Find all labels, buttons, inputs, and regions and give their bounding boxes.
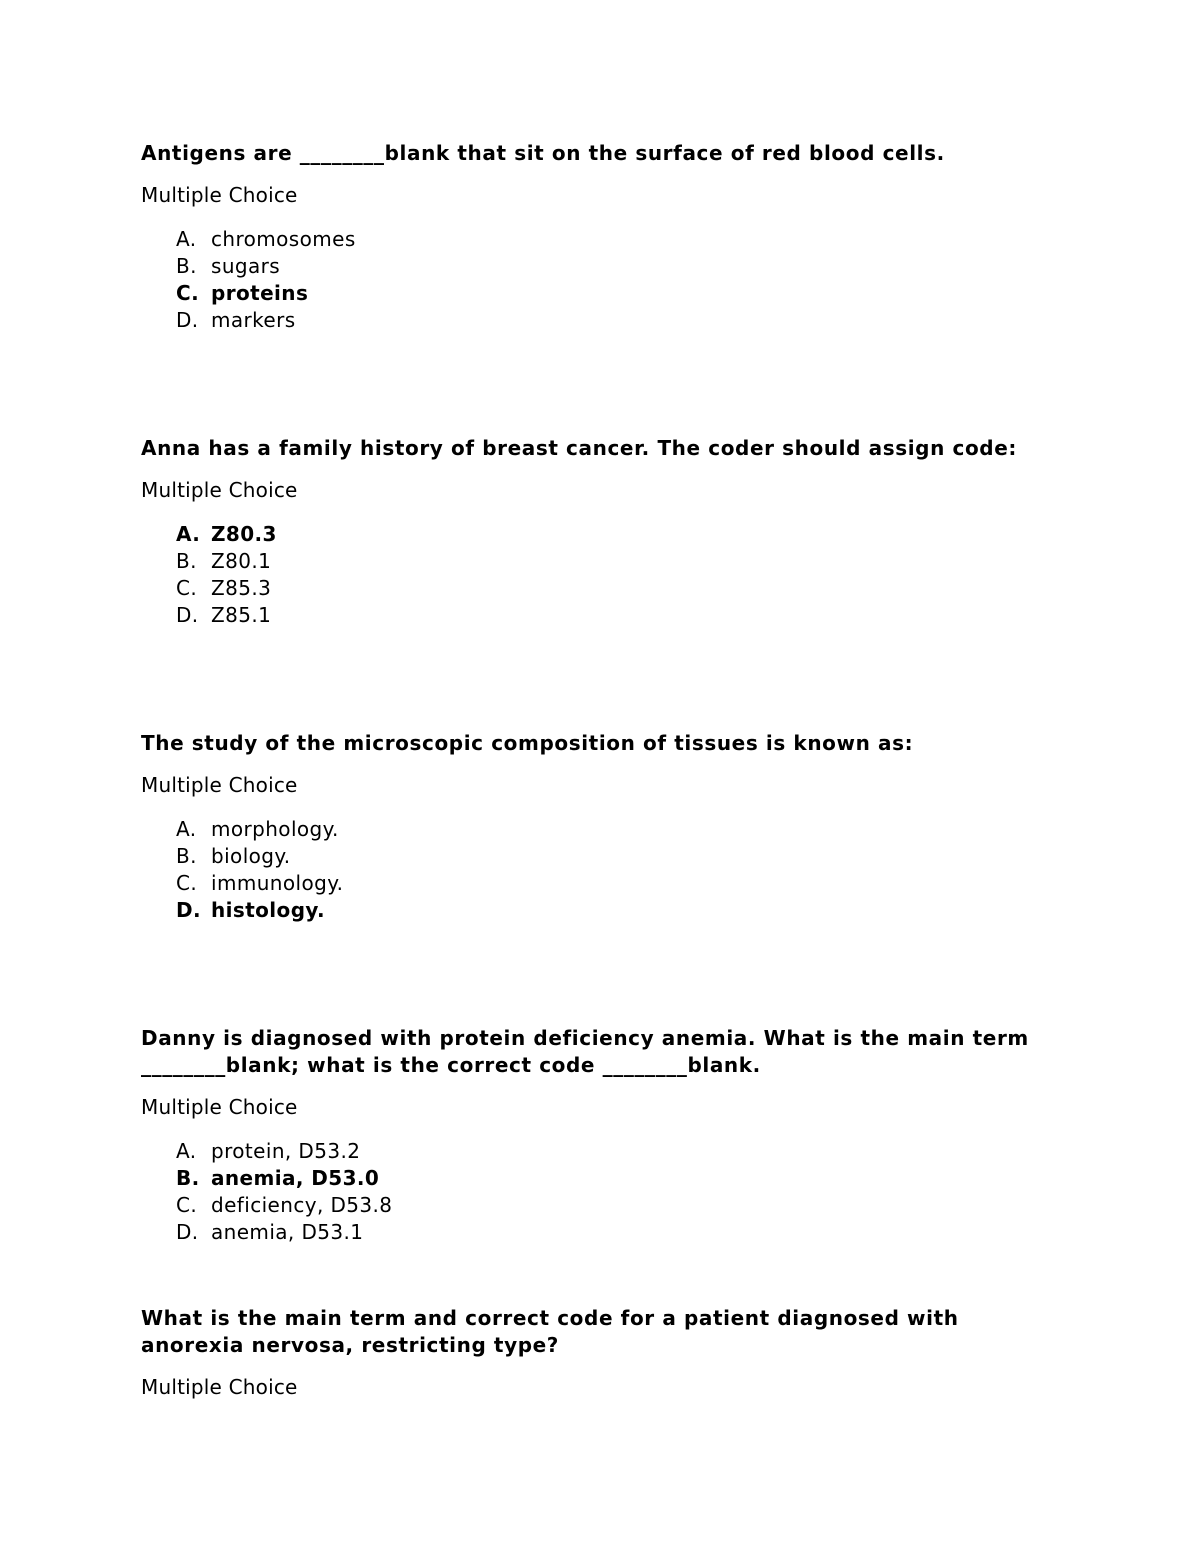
option-letter: D. xyxy=(176,1220,199,1244)
option-letter: B. xyxy=(176,549,197,573)
question-text xyxy=(141,1305,1081,1359)
option-d[interactable] xyxy=(141,1219,1081,1246)
option-b-correct[interactable] xyxy=(141,1165,1081,1192)
question-1 xyxy=(141,140,1081,334)
option-letter: C. xyxy=(176,871,198,895)
question-5 xyxy=(141,1305,1081,1401)
option-letter: A. xyxy=(176,817,197,841)
question-2 xyxy=(141,435,1081,629)
question-type: Multiple Choice xyxy=(141,1095,298,1119)
question-type: Multiple Choice xyxy=(141,773,298,797)
option-a[interactable] xyxy=(141,226,1081,253)
question-line: The study of the microscopic composition of tissues is known as: xyxy=(141,731,914,755)
option-text: sugars xyxy=(211,254,281,278)
option-d-correct[interactable] xyxy=(141,897,1081,924)
option-letter: D. xyxy=(176,898,201,922)
question-4 xyxy=(141,1025,1081,1246)
options-list xyxy=(141,226,1081,334)
option-letter: A. xyxy=(176,227,197,251)
option-text: Z80.3 xyxy=(211,522,277,546)
option-text: markers xyxy=(211,308,296,332)
options-list xyxy=(141,816,1081,924)
option-text: Z80.1 xyxy=(211,549,272,573)
option-text: biology. xyxy=(211,844,291,868)
option-letter: B. xyxy=(176,1166,200,1190)
option-text: Z85.1 xyxy=(211,603,272,627)
option-d[interactable] xyxy=(141,602,1081,629)
option-d[interactable] xyxy=(141,307,1081,334)
option-letter: D. xyxy=(176,308,199,332)
question-line: What is the main term and correct code for a patient diagnosed with xyxy=(141,1306,959,1330)
question-line: ________blank; what is the correct code ________blank. xyxy=(141,1053,761,1077)
option-letter: B. xyxy=(176,844,197,868)
option-a-correct[interactable] xyxy=(141,521,1081,548)
question-text xyxy=(141,730,1081,757)
option-c[interactable] xyxy=(141,575,1081,602)
option-letter: C. xyxy=(176,1193,198,1217)
question-line: Danny is diagnosed with protein deficiency anemia. What is the main term xyxy=(141,1026,1029,1050)
question-3 xyxy=(141,730,1081,924)
option-a[interactable] xyxy=(141,1138,1081,1165)
question-type: Multiple Choice xyxy=(141,478,298,502)
question-text xyxy=(141,1025,1081,1079)
options-list xyxy=(141,521,1081,629)
option-text: anemia, D53.1 xyxy=(211,1220,364,1244)
option-letter: A. xyxy=(176,1139,197,1163)
question-line: anorexia nervosa, restricting type? xyxy=(141,1333,560,1357)
option-text: morphology. xyxy=(211,817,339,841)
option-text: histology. xyxy=(211,898,326,922)
question-type: Multiple Choice xyxy=(141,1375,298,1399)
option-text: protein, D53.2 xyxy=(211,1139,361,1163)
option-letter: B. xyxy=(176,254,197,278)
option-letter: C. xyxy=(176,281,200,305)
option-c-correct[interactable] xyxy=(141,280,1081,307)
question-text xyxy=(141,140,1081,167)
option-c[interactable] xyxy=(141,1192,1081,1219)
option-text: anemia, D53.0 xyxy=(211,1166,380,1190)
option-text: deficiency, D53.8 xyxy=(211,1193,393,1217)
question-line: Antigens are ________blank that sit on the surface of red blood cells. xyxy=(141,141,945,165)
option-letter: A. xyxy=(176,522,201,546)
option-c[interactable] xyxy=(141,870,1081,897)
option-b[interactable] xyxy=(141,843,1081,870)
option-text: chromosomes xyxy=(211,227,356,251)
option-letter: C. xyxy=(176,576,198,600)
options-list xyxy=(141,1138,1081,1246)
question-text xyxy=(141,435,1081,462)
option-letter: D. xyxy=(176,603,199,627)
option-b[interactable] xyxy=(141,548,1081,575)
option-a[interactable] xyxy=(141,816,1081,843)
question-type: Multiple Choice xyxy=(141,183,298,207)
option-text: immunology. xyxy=(211,871,344,895)
question-line: Anna has a family history of breast cancer. The coder should assign code: xyxy=(141,436,1017,460)
option-text: proteins xyxy=(211,281,309,305)
option-b[interactable] xyxy=(141,253,1081,280)
option-text: Z85.3 xyxy=(211,576,272,600)
